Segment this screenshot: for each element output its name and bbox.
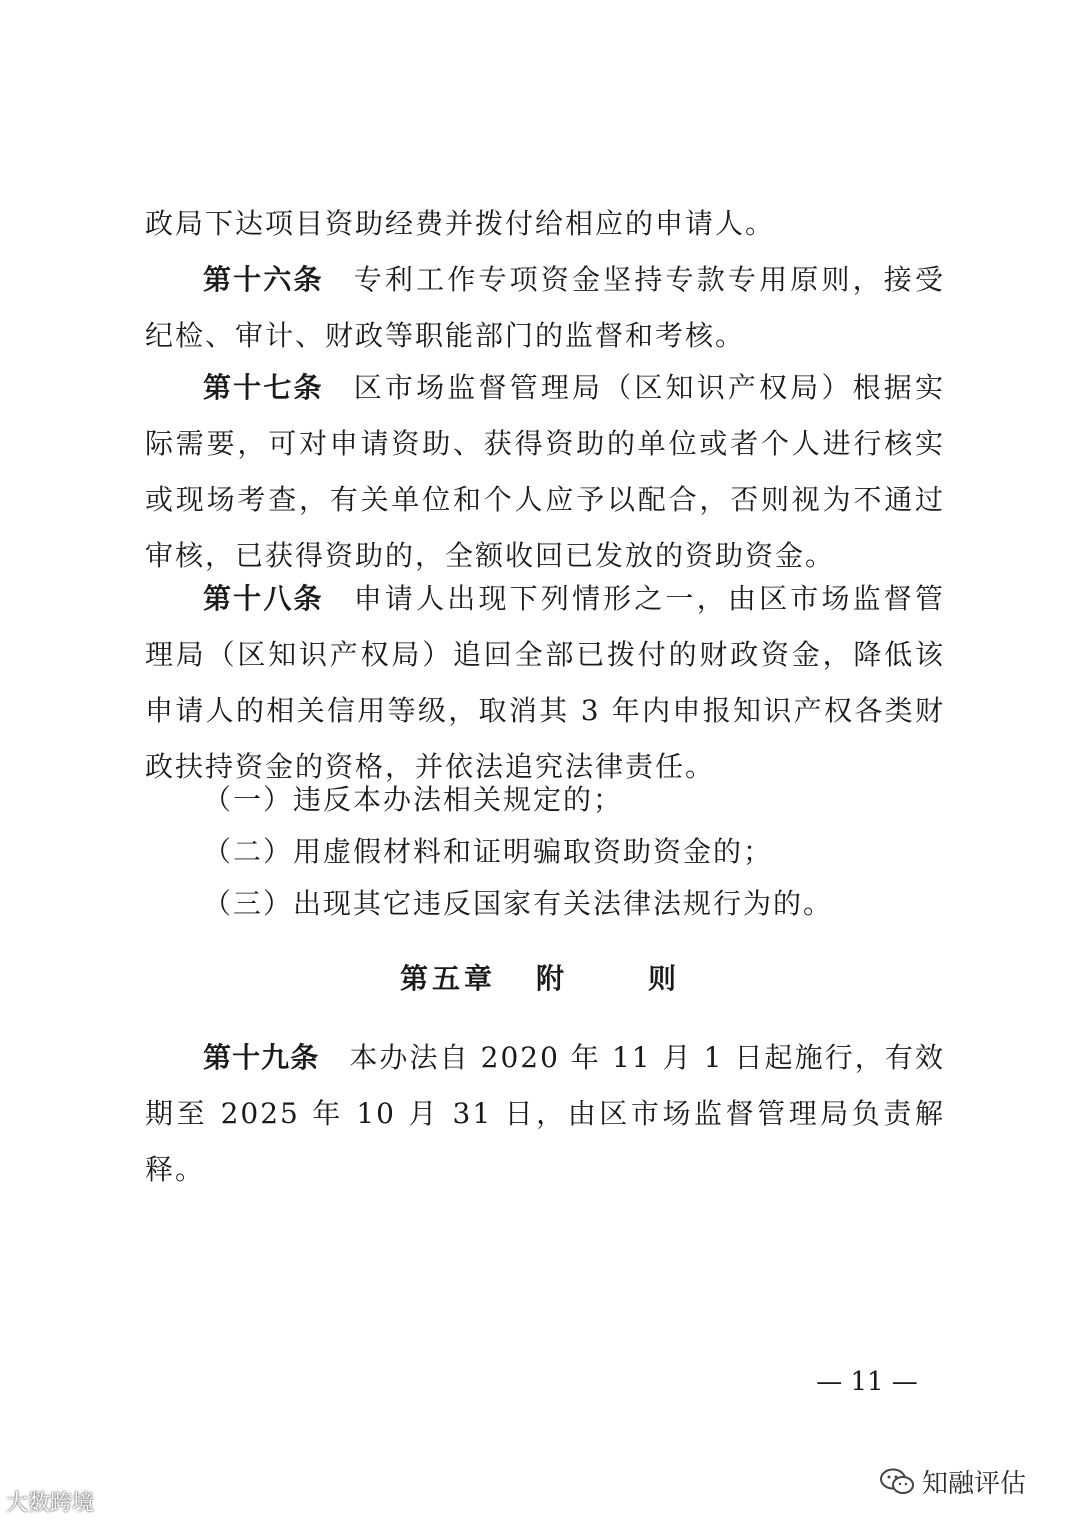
chapter-heading (0, 951, 1080, 1007)
page-number: — 11 — (816, 1367, 918, 1397)
list-item-2: （二）用虚假材料和证明骗取资助资金的； (203, 835, 774, 868)
article-16-label: 第十六条 (203, 263, 324, 296)
chapter-number: 第五章 (399, 962, 496, 995)
list-item-1: （一）违反本办法相关规定的； (203, 783, 624, 816)
article-19-text: 本办法自 2020 年 11 月 1 日起施行，有效期至 2025 年 10 月 31 日，由区市场监督管理局负责解释。 (145, 1041, 945, 1186)
paragraph-continuation: 政局下达项目资助经费并拨付给相应的申请人。 (145, 207, 776, 240)
article-16 (145, 252, 945, 364)
wechat-icon (880, 1468, 914, 1496)
article-17-text: 区市场监督管理局（区知识产权局）根据实际需要，可对申请资助、获得资助的单位或者个人进行核实或现场考查，有关单位和个人应予以配合，否则视为不通过审核，已获得资助的，全额收回已发放的资助资金。 (145, 371, 945, 572)
article-18-text: 申请人出现下列情形之一，由区市场监督管理局（区知识产权局）追回全部已拨付的财政资金，降低该申请人的相关信用等级，取消其 3 年内申报知识产权各类财政扶持资金的资格，并依法追究法律责任。 (145, 582, 945, 783)
article-19 (145, 1030, 945, 1198)
watermark-right (880, 1463, 1026, 1500)
watermark-left: 大数跨境 (6, 1491, 95, 1516)
article-19-label: 第十九条 (203, 1041, 320, 1074)
article-18 (145, 571, 945, 795)
article-16-text: 专利工作专项资金坚持专款专用原则，接受纪检、审计、财政等职能部门的监督和考核。 (145, 263, 945, 352)
article-18-label: 第十八条 (203, 582, 324, 615)
list-item-3: （三）出现其它违反国家有关法律法规行为的。 (203, 887, 834, 920)
chapter-title-part2: 则 (648, 962, 681, 995)
article-17 (145, 360, 945, 584)
article-17-label: 第十七条 (203, 371, 324, 404)
chapter-title-part1: 附 (535, 962, 568, 995)
watermark-right-text: 知融评估 (922, 1469, 1027, 1499)
